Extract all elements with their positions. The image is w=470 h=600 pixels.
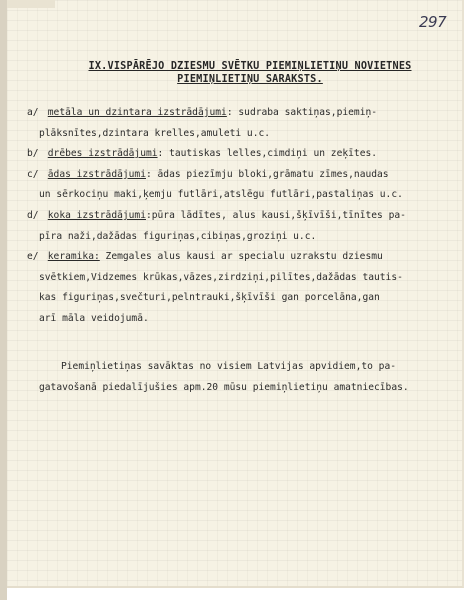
paragraph-line-1: Piemiņlietiņas savāktas no visiem Latvijas apvidiem,to pa-	[61, 361, 397, 372]
folio-number: 297	[419, 13, 447, 31]
list-item-b	[27, 144, 459, 165]
item-term: drēbes izstrādājumi	[47, 148, 158, 160]
item-text: Zemgales alus kausi ar specialu uzrakstu dziesmu	[99, 251, 383, 263]
item-marker: b/	[27, 148, 39, 160]
title-line-1: IX.VISPĀRĒJO DZIESMU SVĒTKU PIEMIŅLIETIŅU NOVIETNES	[88, 61, 412, 72]
item-term: ādas izstrādājumi	[47, 168, 146, 180]
list-item-d	[27, 206, 459, 247]
item-text: : tautiskas lelles,cimdiņi un zeķītes.	[157, 148, 378, 160]
item-term: keramika:	[47, 251, 100, 263]
title-line-2: PIEMIŅLIETIŅU SARAKSTS.	[177, 74, 323, 85]
item-term: metāla un dzintara izstrādājumi	[47, 107, 227, 118]
item-marker: c/	[27, 168, 39, 180]
paragraph-line-2: gatavošanā piedalījušies apm.20 mūsu piemiņlietiņu amatniecības.	[39, 381, 409, 393]
binder-edge	[0, 0, 7, 600]
item-continuation: pīra naži,dažādas figuriņas,cibiņas,groziņi u.c.	[39, 230, 317, 242]
item-continuation: svētkiem,Vidzemes krūkas,vāzes,zirdziņi,pilītes,dažādas tautis-	[39, 271, 403, 283]
list-item-e	[27, 247, 459, 329]
item-text: : sudraba saktiņas,piemiņ-	[226, 107, 378, 118]
item-continuation: plāksnītes,dzintara krelles,amuleti u.c.	[39, 127, 271, 139]
folded-corner	[7, 0, 55, 8]
item-continuation: arī māla veidojumā.	[39, 312, 149, 324]
item-list	[27, 103, 459, 330]
item-marker: a/	[27, 107, 39, 118]
list-item-c	[27, 165, 459, 206]
item-marker: e/	[27, 251, 39, 263]
item-continuation: un sērkociņu maki,ķemju futlāri,atslēgu futlāri,pastaliņas u.c.	[39, 189, 403, 201]
item-term: koka izstrādājumi	[47, 209, 146, 221]
list-item-a	[27, 103, 459, 144]
item-continuation: kas figuriņas,svečturi,pelntrauki,šķīvīši gan porcelāna,gan	[39, 292, 380, 304]
closing-paragraph	[27, 357, 459, 398]
item-text: :pūra lādītes, alus kausi,šķīvīši,tīnītes pa-	[145, 209, 406, 221]
item-text: : ādas piezīmju bloki,grāmatu zīmes,naudas	[145, 168, 389, 180]
item-marker: d/	[27, 209, 39, 221]
document-title	[60, 60, 440, 86]
